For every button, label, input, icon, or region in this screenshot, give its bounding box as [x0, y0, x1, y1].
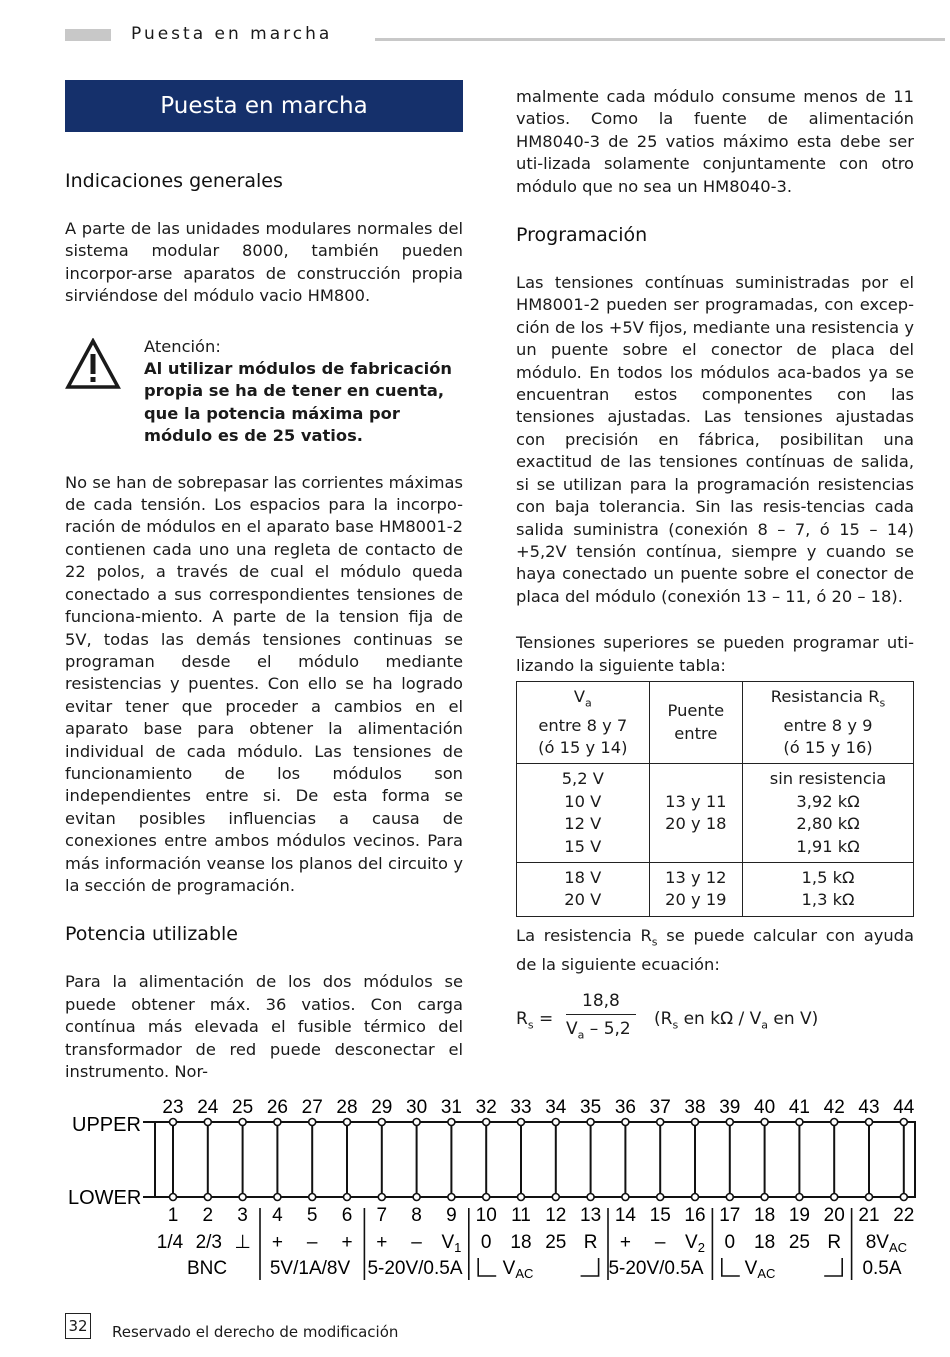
- lower-pin-label: 8: [411, 1205, 422, 1226]
- header-rule: [375, 38, 945, 41]
- group-label-5-20v-1: 5-20V/0.5A: [367, 1258, 463, 1279]
- pin-function-label: ⊥: [234, 1232, 251, 1253]
- upper-pin: [274, 1119, 281, 1126]
- upper-pin-label: 31: [440, 1097, 462, 1118]
- lower-pin-label: 15: [649, 1205, 671, 1226]
- lower-pin: [344, 1194, 351, 1201]
- upper-pin: [622, 1119, 629, 1126]
- table-header-rs: Resistancia $R_s$ entre 8 y 9 (ó 15 y 16): [743, 681, 914, 763]
- warning-block: [65, 336, 463, 448]
- upper-pin-label: 32: [475, 1097, 497, 1118]
- paragraph-continued: malmente cada módulo consume menos de 11 vatios. Como la fuente de alimentación HM8040-3 de 25 vatios máximo esta debe ser uti-lizada solamente conjuntamente con otro módulo que no sea un HM8040-3.: [516, 87, 914, 196]
- upper-pin: [831, 1119, 838, 1126]
- lower-pin-label: 13: [580, 1205, 602, 1226]
- upper-pin: [448, 1119, 455, 1126]
- upper-pin: [170, 1119, 177, 1126]
- upper-pin-label: 40: [754, 1097, 776, 1118]
- lower-pin-label: 22: [893, 1205, 915, 1226]
- paragraph-table-intro: Tensiones superiores se pueden programar uti-lizando la siguiente tabla:: [516, 633, 914, 675]
- equation-denominator: $V_a - 5,2$: [566, 1018, 631, 1042]
- page-number: 32: [65, 1313, 91, 1339]
- upper-pin: [239, 1119, 246, 1126]
- pin-function-label: $8V_{AC}$: [865, 1232, 908, 1255]
- upper-pin-label: 36: [614, 1097, 636, 1118]
- lower-pin-label: 1: [167, 1205, 179, 1226]
- lower-pin: [274, 1194, 281, 1201]
- pin-function-label: 2/3: [195, 1232, 223, 1253]
- pin-function-label: +: [619, 1232, 631, 1253]
- lower-pin: [622, 1194, 629, 1201]
- lower-pin: [831, 1194, 838, 1201]
- vac-bracket: [581, 1258, 599, 1276]
- table-row: [517, 764, 914, 863]
- lower-pin: [378, 1194, 385, 1201]
- upper-pin: [692, 1119, 699, 1126]
- equation: [516, 990, 914, 1050]
- upper-pin-label: 38: [684, 1097, 706, 1118]
- pin-function-label: 18: [510, 1232, 532, 1253]
- upper-pin: [378, 1119, 385, 1126]
- paragraph-calc: La resistencia $R_s$ se puede calcular con ayuda de la siguiente ecuación:: [516, 925, 914, 974]
- vac-bracket: [478, 1258, 496, 1276]
- equation-numerator: 18,8: [582, 990, 620, 1011]
- equation-units-note: ($R_s$ en kΩ / $V_a$ en V): [654, 1008, 819, 1032]
- upper-pin-label: 29: [371, 1097, 393, 1118]
- upper-pin: [518, 1119, 525, 1126]
- lower-pin: [309, 1194, 316, 1201]
- upper-pin-label: 33: [510, 1097, 532, 1118]
- pin-function-label: R: [827, 1232, 842, 1253]
- lower-pin-label: 19: [788, 1205, 810, 1226]
- lower-pin-label: 18: [754, 1205, 776, 1226]
- group-label-bnc: BNC: [186, 1258, 228, 1279]
- lower-label: LOWER: [68, 1187, 142, 1209]
- upper-pin: [413, 1119, 420, 1126]
- lower-pin: [483, 1194, 490, 1201]
- lower-pin-label: 9: [446, 1205, 457, 1226]
- lower-pin: [170, 1194, 177, 1201]
- table-cell-bridges-1: 13 y 11 20 y 18: [649, 764, 742, 863]
- upper-pin-label: 26: [266, 1097, 288, 1118]
- pin-function-label: 25: [788, 1232, 810, 1253]
- resistor-table: [516, 681, 914, 917]
- pin-function-label: +: [271, 1232, 283, 1253]
- lower-pin-label: 11: [511, 1205, 531, 1226]
- footer-text: Reservado el derecho de modificación: [112, 1323, 399, 1341]
- pin-function-label: 1/4: [156, 1232, 184, 1253]
- upper-pin: [796, 1119, 803, 1126]
- upper-pin-label: 39: [719, 1097, 741, 1118]
- group-label-0-5a: 0.5A: [862, 1258, 902, 1279]
- pin-function-label: $V_2$: [685, 1232, 705, 1255]
- fraction-bar: [566, 1014, 636, 1016]
- lower-pin-label: 4: [272, 1205, 283, 1226]
- lower-pin-label: 20: [823, 1205, 845, 1226]
- lower-pin: [900, 1194, 907, 1201]
- lower-pin-label: 21: [858, 1205, 880, 1226]
- lower-pin: [413, 1194, 420, 1201]
- upper-label: UPPER: [72, 1114, 141, 1136]
- lower-pin-label: 7: [376, 1205, 388, 1226]
- pin-function-label: +: [376, 1232, 388, 1253]
- lower-pin: [726, 1194, 733, 1201]
- upper-pin: [204, 1119, 211, 1126]
- heading-general: Indicaciones generales: [65, 170, 283, 192]
- upper-pin-label: 24: [197, 1097, 219, 1118]
- pin-function-label: –: [654, 1232, 666, 1253]
- upper-pin-label: 42: [823, 1097, 845, 1118]
- upper-pin-label: 27: [301, 1097, 323, 1118]
- table-header-va: $V_a$ entre 8 y 7 (ó 15 y 14): [517, 681, 650, 763]
- lower-pin-label: 10: [475, 1205, 497, 1226]
- warning-triangle-icon: [65, 336, 121, 448]
- pin-function-label: +: [341, 1232, 353, 1253]
- warning-body: Al utilizar módulos de fabricación propia se ha de tener en cuenta, que la potencia máxima por módulo es de 25 vatios.: [144, 359, 452, 446]
- right-column: [516, 86, 914, 1050]
- heading-potencia: Potencia utilizable: [65, 923, 238, 946]
- pin-function-label: 25: [545, 1232, 567, 1253]
- connector-diagram: [60, 1090, 930, 1294]
- lower-pin-label: 5: [306, 1205, 318, 1226]
- lower-pin: [657, 1194, 664, 1201]
- upper-pin-label: 28: [336, 1097, 358, 1118]
- lower-pin-label: 6: [341, 1205, 353, 1226]
- table-header-row: [517, 681, 914, 763]
- upper-pin-label: 41: [788, 1097, 810, 1118]
- upper-pin-label: 43: [858, 1097, 880, 1118]
- paragraph-currents: No se han de sobrepasar las corrientes máximas de cada tensión. Los espacios para la incorpo-ración de módulos en el aparato base HM8001-2 contienen cada uno una regleta de contacto de 22 polos, a través de cual el módulo queda conectado a sus correspondientes tensiones de funciona-miento. A parte de la tension fija de 5V, todas las demás tensiones continuas se programan desde el módulo mediante resistencias y puentes. Con ello se ha logrado evitar tener que proceder a cambios en el aparato base para obtener la alimentación individual de cada módulo. Las tensiones de funcionamiento de los módulos son independientes entre si. De esta forma se evitan posibles influencias a causa de conexiones entre ambos módulos vecinos. Para más información veanse los planos del circuito y la sección de programación.: [65, 472, 463, 895]
- running-title: Puesta en marcha: [131, 24, 333, 44]
- lower-pin-label: 2: [202, 1205, 214, 1226]
- upper-pin: [657, 1119, 664, 1126]
- table-cell-resistors-2: 1,5 kΩ 1,3 kΩ: [743, 863, 914, 917]
- upper-pin: [587, 1119, 594, 1126]
- table-cell-bridges-2: 13 y 12 20 y 19: [649, 863, 742, 917]
- upper-pin: [309, 1119, 316, 1126]
- lower-pin-label: 3: [237, 1205, 248, 1226]
- pin-function-label: –: [411, 1232, 422, 1253]
- group-label-5v: 5V/1A/8V: [269, 1258, 351, 1279]
- vac-bracket: [722, 1258, 740, 1276]
- upper-pin: [552, 1119, 559, 1126]
- lower-pin: [866, 1194, 873, 1201]
- upper-pin: [483, 1119, 490, 1126]
- lower-pin-label: 16: [684, 1205, 706, 1226]
- table-cell-voltages-2: 18 V 20 V: [517, 863, 650, 917]
- pin-function-label: –: [306, 1232, 318, 1253]
- lower-pin-label: 14: [614, 1205, 636, 1226]
- upper-pin: [866, 1119, 873, 1126]
- upper-pin-label: 23: [162, 1097, 184, 1118]
- lower-pin-label: 12: [545, 1205, 567, 1226]
- warning-title: Atención:: [144, 336, 221, 356]
- pin-function-label: 0: [724, 1232, 736, 1253]
- paragraph-programacion: Las tensiones contínuas suministradas por el HM8001-2 pueden ser programadas, con excep-ción de los +5V fijos, mediante una resistencia y un puente sobre el conector de placa del módulo. En todos los módulos aca-bados ya se encuentran estos componentes con las tensiones ajustadas. Las tensiones ajustadas con precisión en fábrica, posibilitan una exactitud de las tensiones contínuas de salida, si se utilizan para la programación resistencias con baja tolerancia. Sin las resis-tencias cada salida suministra (conexión 8 – 7, ó 15 – 14) +5,2V tensión contínua, siempre y cuando se haya conectado un puente sobre el conector de placa del módulo (conexión 13 – 11, ó 20 – 18).: [516, 273, 914, 606]
- upper-pin-label: 34: [545, 1097, 567, 1118]
- group-label-vac-1: $V_{AC}$: [502, 1258, 534, 1281]
- pin-function-label: 18: [754, 1232, 776, 1253]
- lower-pin-label: 17: [719, 1205, 741, 1226]
- header-bar: [65, 29, 111, 41]
- lower-pin: [761, 1194, 768, 1201]
- upper-pin: [900, 1119, 907, 1126]
- equation-lhs: $R_s$ =: [516, 1008, 554, 1032]
- table-header-puente: Puente entre: [649, 681, 742, 763]
- upper-pin: [761, 1119, 768, 1126]
- pin-function-label: R: [583, 1232, 598, 1253]
- upper-pin-label: 37: [649, 1097, 671, 1118]
- pin-function-label: 0: [480, 1232, 492, 1253]
- heading-programacion: Programación: [516, 224, 648, 247]
- group-label-5-20v-2: 5-20V/0.5A: [608, 1258, 704, 1279]
- pin-function-label: $V_1$: [441, 1232, 462, 1255]
- paragraph-potencia: Para la alimentación de los dos módulos se puede obtener máx. 36 vatios. Con carga contínua más elevada el fusible térmico del transformador de red puede desconectar el instrumento. Nor-: [65, 972, 463, 1081]
- upper-pin-label: 30: [406, 1097, 428, 1118]
- table-cell-voltages-1: 5,2 V 10 V 12 V 15 V: [517, 764, 650, 863]
- lower-pin: [204, 1194, 211, 1201]
- lower-pin: [552, 1194, 559, 1201]
- upper-pin-label: 44: [893, 1097, 915, 1118]
- vac-bracket: [824, 1258, 842, 1276]
- lower-pin: [796, 1194, 803, 1201]
- paragraph-intro: A parte de las unidades modulares normales del sistema modular 8000, también pueden incorpor-arse aparatos de construcción propia sirviéndose del módulo vacio HM800.: [65, 219, 463, 306]
- connector-body: [155, 1122, 915, 1197]
- section-title: Puesta en marcha: [65, 80, 463, 132]
- upper-pin-label: 35: [580, 1097, 602, 1118]
- lower-pin: [239, 1194, 246, 1201]
- lower-pin: [587, 1194, 594, 1201]
- upper-pin: [726, 1119, 733, 1126]
- lower-pin: [692, 1194, 699, 1201]
- left-column: [65, 80, 463, 1083]
- group-label-vac-2: $V_{AC}$: [744, 1258, 776, 1281]
- upper-pin-label: 25: [232, 1097, 254, 1118]
- table-row: [517, 863, 914, 917]
- upper-pin: [344, 1119, 351, 1126]
- table-cell-resistors-1: sin resistencia 3,92 kΩ 2,80 kΩ 1,91 kΩ: [743, 764, 914, 863]
- lower-pin: [518, 1194, 525, 1201]
- lower-pin: [448, 1194, 455, 1201]
